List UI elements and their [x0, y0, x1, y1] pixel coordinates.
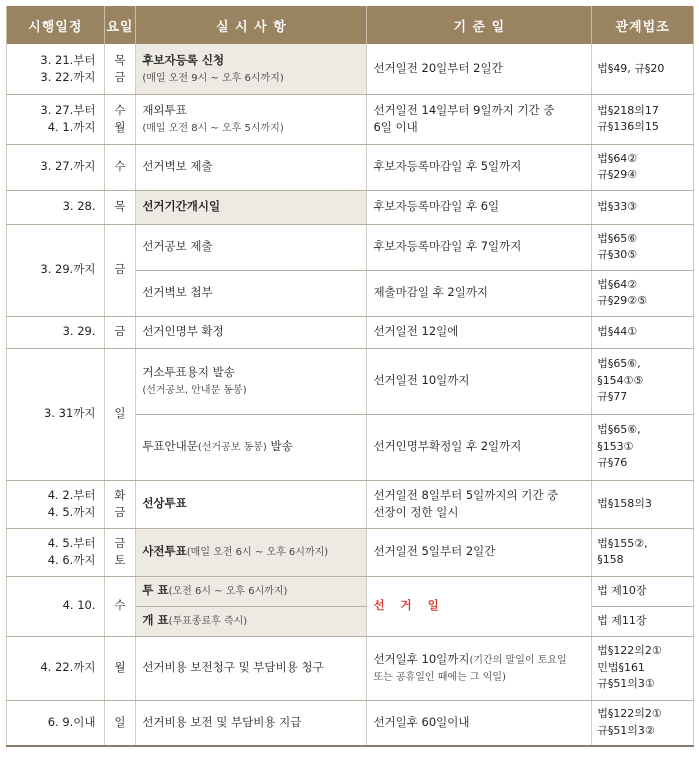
date-cell: 3. 31까지 [7, 348, 105, 480]
law-cell: 법§158의3 [592, 480, 694, 528]
day-cell: 화 금 [104, 480, 136, 528]
item-cell: 선거비용 보전 및 부담비용 지급 [136, 700, 367, 746]
basis-cell: 선거일전 5일부터 2일간 [367, 528, 592, 576]
basis-cell: 선거일후 60일이내 [367, 700, 592, 746]
date-cell: 4. 22.까지 [7, 636, 105, 700]
day-cell: 금 [104, 224, 136, 316]
date-cell: 3. 21.부터 3. 22.까지 [7, 44, 105, 94]
item-cell: 선거기간개시일 [136, 190, 367, 224]
basis-cell: 선거일전 8일부터 5일까지의 기간 중 선장이 정한 일시 [367, 480, 592, 528]
table-row [7, 94, 694, 144]
date-cell: 4. 10. [7, 576, 105, 636]
law-cell: 법§122의2① 민법§161 규§51의3① [592, 636, 694, 700]
header-day: 요일 [104, 6, 136, 44]
item-cell: 선거벽보 첩부 [136, 270, 367, 316]
item-cell: 재외투표 (매일 오전 8시 ~ 오후 5시까지) [136, 94, 367, 144]
table-row [7, 700, 694, 746]
day-cell: 수 [104, 576, 136, 636]
table-row [7, 636, 694, 700]
law-cell: 법§64② 규§29②⑤ [592, 270, 694, 316]
day-cell: 일 [104, 348, 136, 480]
date-cell: 4. 2.부터 4. 5.까지 [7, 480, 105, 528]
date-cell: 3. 29. [7, 316, 105, 348]
date-cell: 3. 27.부터 4. 1.까지 [7, 94, 105, 144]
law-cell: 법§33③ [592, 190, 694, 224]
law-cell: 법§49, 규§20 [592, 44, 694, 94]
header-date: 시행일정 [7, 6, 105, 44]
header-law: 관계법조 [592, 6, 694, 44]
law-cell: 법 제11장 [592, 606, 694, 636]
law-cell: 법§122의2① 규§51의3② [592, 700, 694, 746]
basis-cell: 후보자등록마감일 후 5일까지 [367, 144, 592, 190]
law-cell: 법§65⑥ 규§30⑤ [592, 224, 694, 270]
header-row [7, 6, 694, 44]
date-cell: 4. 5.부터 4. 6.까지 [7, 528, 105, 576]
basis-cell: 선거일후 10일까지(기간의 말일이 토요일 또는 공휴일인 때에는 그 익일) [367, 636, 592, 700]
table-row [7, 44, 694, 94]
header-basis: 기 준 일 [367, 6, 592, 44]
table-row [7, 190, 694, 224]
item-cell: 선거인명부 확정 [136, 316, 367, 348]
table-row [7, 144, 694, 190]
basis-cell: 후보자등록마감일 후 7일까지 [367, 224, 592, 270]
day-cell: 목 금 [104, 44, 136, 94]
schedule-table [6, 6, 694, 747]
table-row [7, 528, 694, 576]
header-item: 실 시 사 항 [136, 6, 367, 44]
item-cell: 사전투표(매일 오전 6시 ~ 오후 6시까지) [136, 528, 367, 576]
election-day-cell: 선 거 일 [367, 576, 592, 636]
day-cell: 수 [104, 144, 136, 190]
date-cell: 3. 29.까지 [7, 224, 105, 316]
item-cell: 선거벽보 제출 [136, 144, 367, 190]
table-row [7, 348, 694, 414]
day-cell: 월 [104, 636, 136, 700]
basis-cell: 선거일전 10일까지 [367, 348, 592, 414]
item-cell: 선거공보 제출 [136, 224, 367, 270]
day-cell: 수 월 [104, 94, 136, 144]
table-row [7, 480, 694, 528]
date-cell: 6. 9.이내 [7, 700, 105, 746]
law-cell: 법§218의17 규§136의15 [592, 94, 694, 144]
table-row [7, 316, 694, 348]
date-cell: 3. 27.까지 [7, 144, 105, 190]
basis-cell: 선거일전 14일부터 9일까지 기간 중 6일 이내 [367, 94, 592, 144]
law-cell: 법§65⑥, §154①⑤ 규§77 [592, 348, 694, 414]
law-cell: 법§44① [592, 316, 694, 348]
item-cell: 거소투표용지 발송 (선거공보, 안내문 동봉) [136, 348, 367, 414]
law-cell: 법§64② 규§29④ [592, 144, 694, 190]
day-cell: 목 [104, 190, 136, 224]
basis-cell: 선거일전 20일부터 2일간 [367, 44, 592, 94]
item-cell: 투표안내문(선거공보 동봉) 발송 [136, 414, 367, 480]
law-cell: 법§155②, §158 [592, 528, 694, 576]
item-cell: 개 표(투표종료후 즉시) [136, 606, 367, 636]
basis-cell: 후보자등록마감일 후 6일 [367, 190, 592, 224]
date-cell: 3. 28. [7, 190, 105, 224]
basis-cell: 제출마감일 후 2일까지 [367, 270, 592, 316]
basis-cell: 선거인명부확정일 후 2일까지 [367, 414, 592, 480]
item-cell: 선상투표 [136, 480, 367, 528]
item-cell: 후보자등록 신청 (매일 오전 9시 ~ 오후 6시까지) [136, 44, 367, 94]
day-cell: 금 토 [104, 528, 136, 576]
day-cell: 일 [104, 700, 136, 746]
item-cell: 선거비용 보전청구 및 부담비용 청구 [136, 636, 367, 700]
basis-cell: 선거일전 12일에 [367, 316, 592, 348]
law-cell: 법 제10장 [592, 576, 694, 606]
table-row [7, 576, 694, 606]
law-cell: 법§65⑥, §153① 규§76 [592, 414, 694, 480]
day-cell: 금 [104, 316, 136, 348]
election-schedule [6, 6, 694, 747]
item-cell: 투 표(오전 6시 ~ 오후 6시까지) [136, 576, 367, 606]
table-row [7, 224, 694, 270]
